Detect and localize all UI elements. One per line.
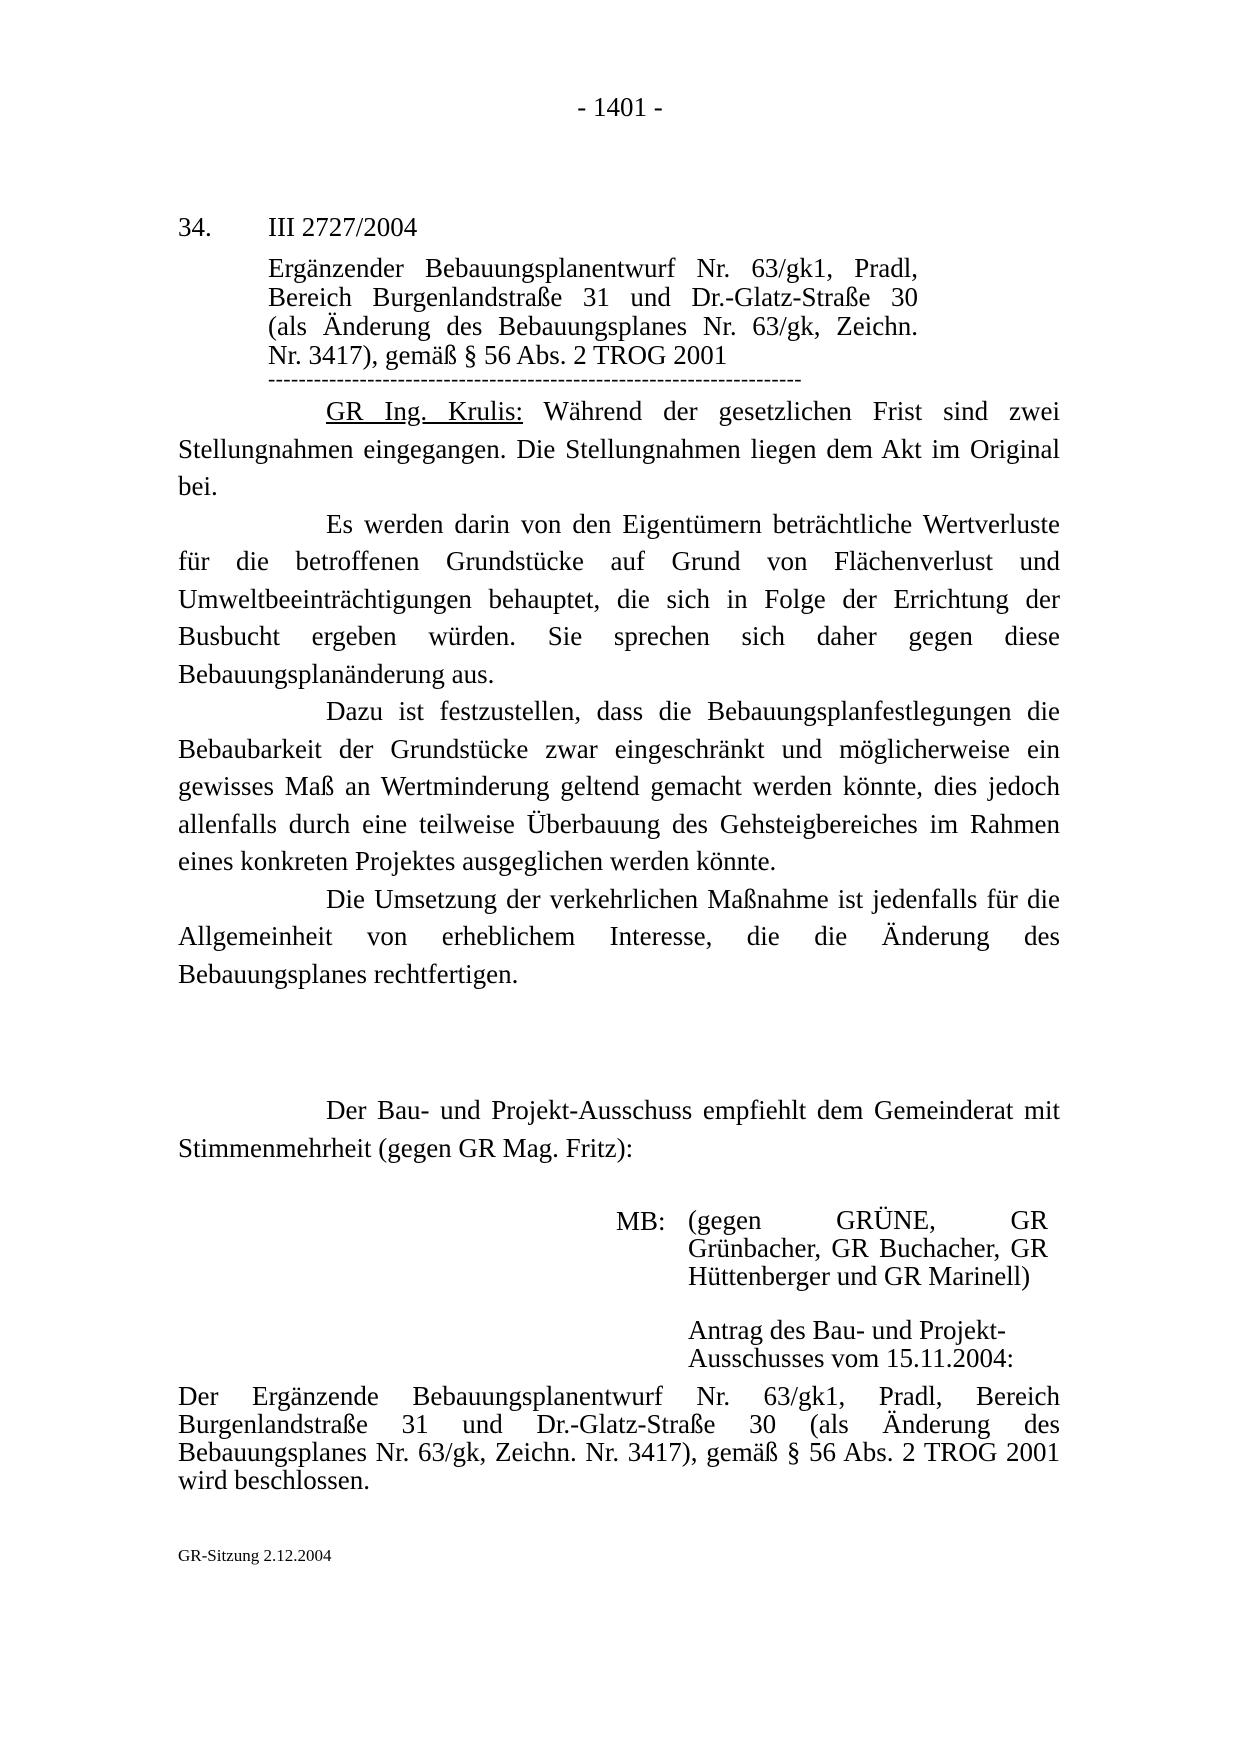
- motion-reference: Antrag des Bau- und Projekt-Ausschusses vom 15.11.2004:: [688, 1315, 1015, 1373]
- statement-text: [178, 393, 1060, 993]
- subject-line: (als Änderung des Bebauungsplanes Nr. 63/gk, Zeichn.: [268, 311, 918, 341]
- vote-label: MB:: [616, 1206, 666, 1236]
- statement-paragraph: [178, 393, 1060, 506]
- speaker-name: GR Ing. Krulis:: [326, 396, 523, 426]
- statement-paragraph-2: Es werden darin von den Eigentümern beträchtliche Wertverluste für die betroffenen Grundstücke auf Grund von Flächenverlust und Umweltbeeinträchtigungen behauptet, die sich in Folge der Errichtung der Busbucht ergeben würden. Sie sprechen sich daher gegen diese Bebauungsplanänderung aus.: [178, 508, 1060, 689]
- vote-text: [688, 1206, 1048, 1290]
- subject-line: Bereich Burgenlandstraße 31 und Dr.-Glatz-Straße 30: [268, 282, 918, 312]
- agenda-item-reference: III 2727/2004: [268, 212, 418, 242]
- separator-line: ----------------------------------------------------------------------: [268, 366, 802, 391]
- resolution-text: Der Ergänzende Bebauungsplanentwurf Nr. 63/gk1, Pradl, Bereich Burgenlandstraße 31 und Dr.-Glatz-Straße 30 (als Änderung des Bebauungsplanes Nr. 63/gk, Zeichn. Nr. 3417), gemäß § 56 Abs. 2 TROG 2001 wird beschlossen.: [178, 1381, 1060, 1495]
- vote-detail: (gegen GRÜNE, GR Grünbacher, GR Buchacher, GR Hüttenberger und GR Marinell): [688, 1205, 1048, 1291]
- statement-paragraph-3: Dazu ist festzustellen, dass die Bebauungsplanfestlegungen die Bebaubarkeit der Grundstücke zwar eingeschränkt und möglicherweise ein gewisses Maß an Wertminderung geltend gemacht werden könnte, dies jedoch allenfalls durch eine teilweise Überbauung des Gehsteigbereiches im Rahmen eines konkreten Projektes ausgeglichen werden könnte.: [178, 696, 1060, 876]
- subject-line: Ergänzender Bebauungsplanentwurf Nr. 63/gk1, Pradl,: [268, 253, 918, 283]
- statement-paragraph-1-text: Während der gesetzlichen Frist sind zwei Stellungnahmen eingegangen. Die Stellungnahmen liegen dem Akt im Original bei.: [178, 396, 1061, 501]
- footer-session: GR-Sitzung 2.12.2004: [178, 1546, 332, 1565]
- agenda-item-subject: [268, 254, 918, 370]
- statement-paragraph-4: Die Umsetzung der verkehrlichen Maßnahme ist jedenfalls für die Allgemeinheit von erheblichem Interesse, die die Änderung des Bebauungsplanes rechtfertigen.: [178, 883, 1060, 989]
- committee-recommendation: [178, 1092, 1060, 1167]
- subject-line: Nr. 3417), gemäß § 56 Abs. 2 TROG 2001: [268, 340, 728, 370]
- page-number: - 1401 -: [577, 92, 663, 122]
- committee-recommendation-text: Der Bau- und Projekt-Ausschuss empfiehlt dem Gemeinderat mit Stimmenmehrheit (gegen GR Mag. Fritz):: [178, 1095, 1060, 1163]
- agenda-item-number: 34.: [178, 212, 212, 242]
